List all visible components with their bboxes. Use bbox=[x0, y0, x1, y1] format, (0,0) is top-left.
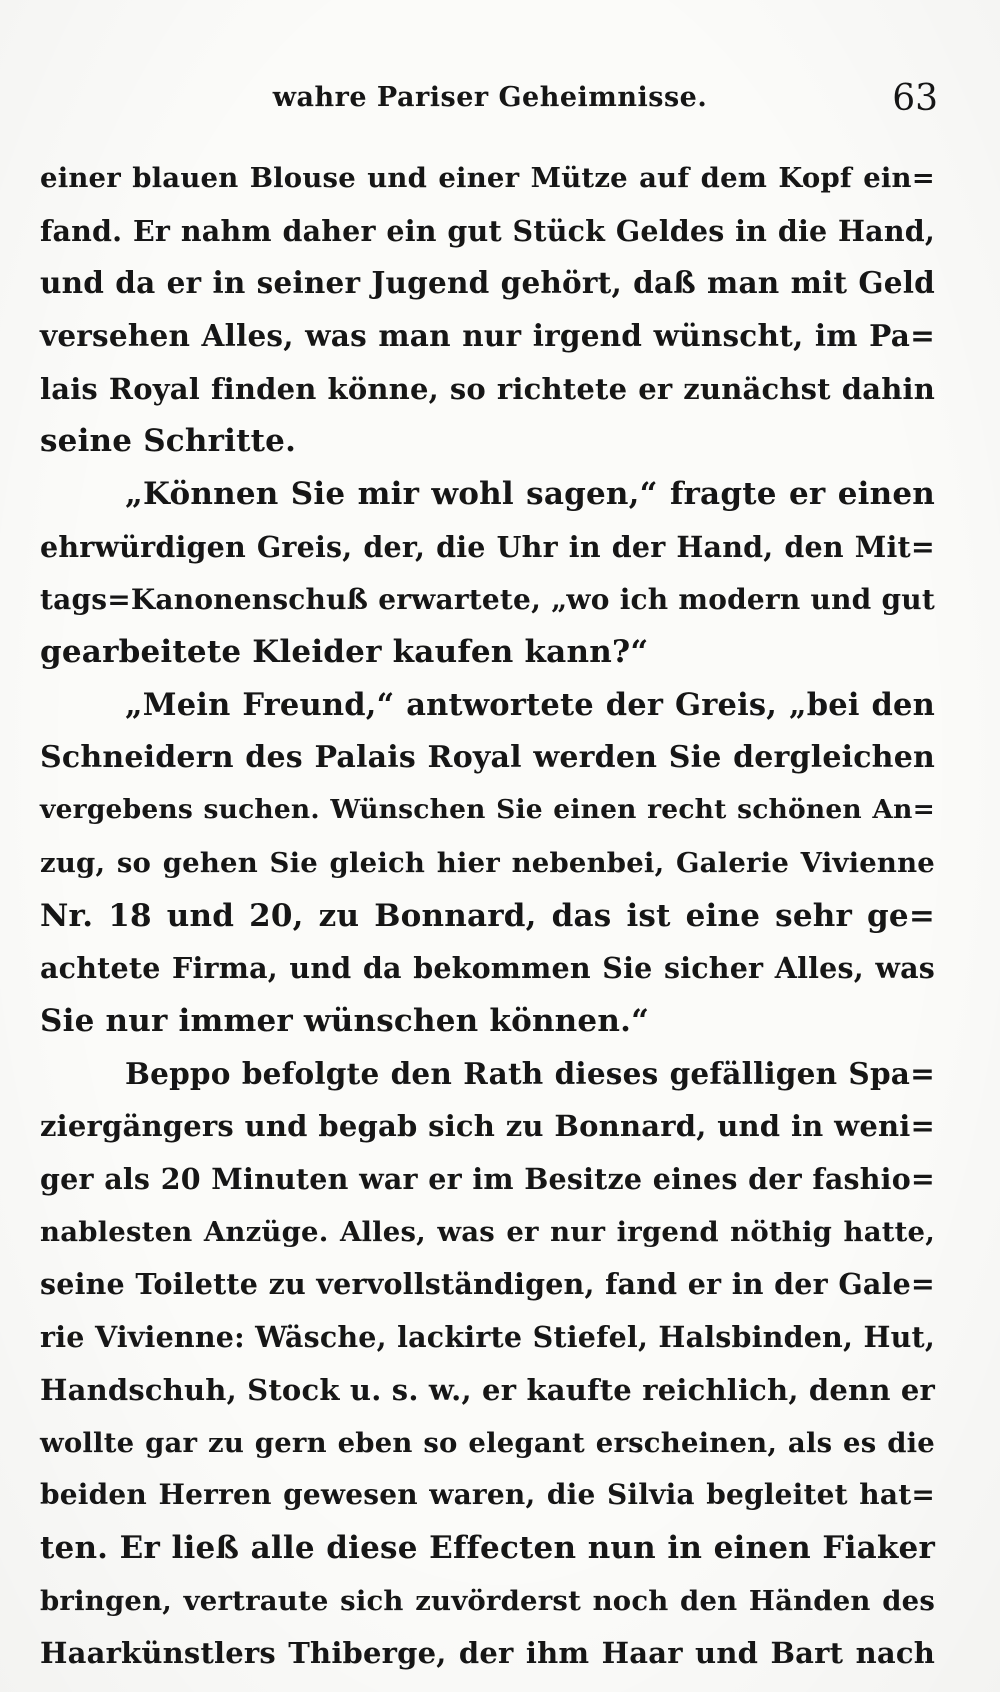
text-line: Schneidern des Palais Royal werden Sie dergleichen bbox=[40, 739, 935, 775]
text-line: lais Royal finden könne, so richtete er zunächst dahin bbox=[40, 371, 935, 406]
text-line: Handschuh, Stock u. s. w., er kaufte reichlich, denn er bbox=[40, 1372, 936, 1407]
running-title: wahre Pariser Geheimnisse. bbox=[272, 82, 708, 113]
text-line: und da er in seiner Jugend gehört, daß man mit Geld bbox=[40, 265, 935, 301]
page-header bbox=[40, 78, 940, 128]
text-line: Sie nur immer wünschen können.“ bbox=[40, 1003, 650, 1039]
text-line: versehen Alles, was man nur irgend wünscht, im Pa= bbox=[40, 318, 935, 354]
text-line: vergebens suchen. Wünschen Sie einen recht schönen An= bbox=[40, 794, 935, 826]
text-line: seine Toilette zu vervollständigen, fand er in der Gale= bbox=[40, 1267, 935, 1302]
text-line: ger als 20 Minuten war er im Besitze eines der fashio= bbox=[40, 1162, 935, 1197]
text-line: fand. Er nahm daher ein gut Stück Geldes in die Hand, bbox=[40, 213, 935, 248]
text-line: achtete Firma, und da bekommen Sie sicher Alles, was bbox=[40, 951, 935, 986]
page-number: 63 bbox=[892, 78, 938, 119]
text-line: rie Vivienne: Wäsche, lackirte Stiefel, Halsbinden, Hut, bbox=[40, 1320, 935, 1355]
text-body bbox=[40, 152, 935, 1680]
text-line: zug, so gehen Sie gleich hier nebenbei, Galerie Vivienne bbox=[40, 846, 935, 879]
text-line: einer blauen Blouse und einer Mütze auf dem Kopf ein= bbox=[40, 162, 935, 194]
text-line: Haarkünstlers Thiberge, der ihm Haar und Bart nach bbox=[40, 1636, 935, 1671]
text-line: bringen, vertraute sich zuvörderst noch den Händen des bbox=[40, 1584, 935, 1617]
text-line: Beppo befolgte den Rath dieses gefälligen Spa= bbox=[125, 1055, 935, 1091]
text-line: „Können Sie mir wohl sagen,“ fragte er einen bbox=[125, 476, 935, 513]
text-line: beiden Herren gewesen waren, die Silvia begleitet hat= bbox=[40, 1478, 935, 1512]
text-line: seine Schritte. bbox=[40, 423, 297, 460]
text-line: ziergängers und begab sich zu Bonnard, und in weni= bbox=[40, 1109, 935, 1144]
text-line: ten. Er ließ alle diese Effecten nun in einen Fiaker bbox=[40, 1529, 935, 1566]
text-line: nablesten Anzüge. Alles, was er nur irgend nöthig hatte, bbox=[40, 1215, 935, 1248]
text-line: ehrwürdigen Greis, der, die Uhr in der Hand, den Mit= bbox=[40, 529, 935, 564]
text-line: gearbeitete Kleider kaufen kann?“ bbox=[40, 634, 649, 671]
text-line: Nr. 18 und 20, zu Bonnard, das ist eine sehr ge= bbox=[40, 897, 935, 934]
text-line: „Mein Freund,“ antwortete der Greis, „bei den bbox=[125, 686, 935, 723]
text-line: tags=Kanonenschuß erwartete, „wo ich modern und gut bbox=[40, 582, 935, 616]
text-line: wollte gar zu gern eben so elegant erscheinen, als es die bbox=[40, 1426, 935, 1459]
